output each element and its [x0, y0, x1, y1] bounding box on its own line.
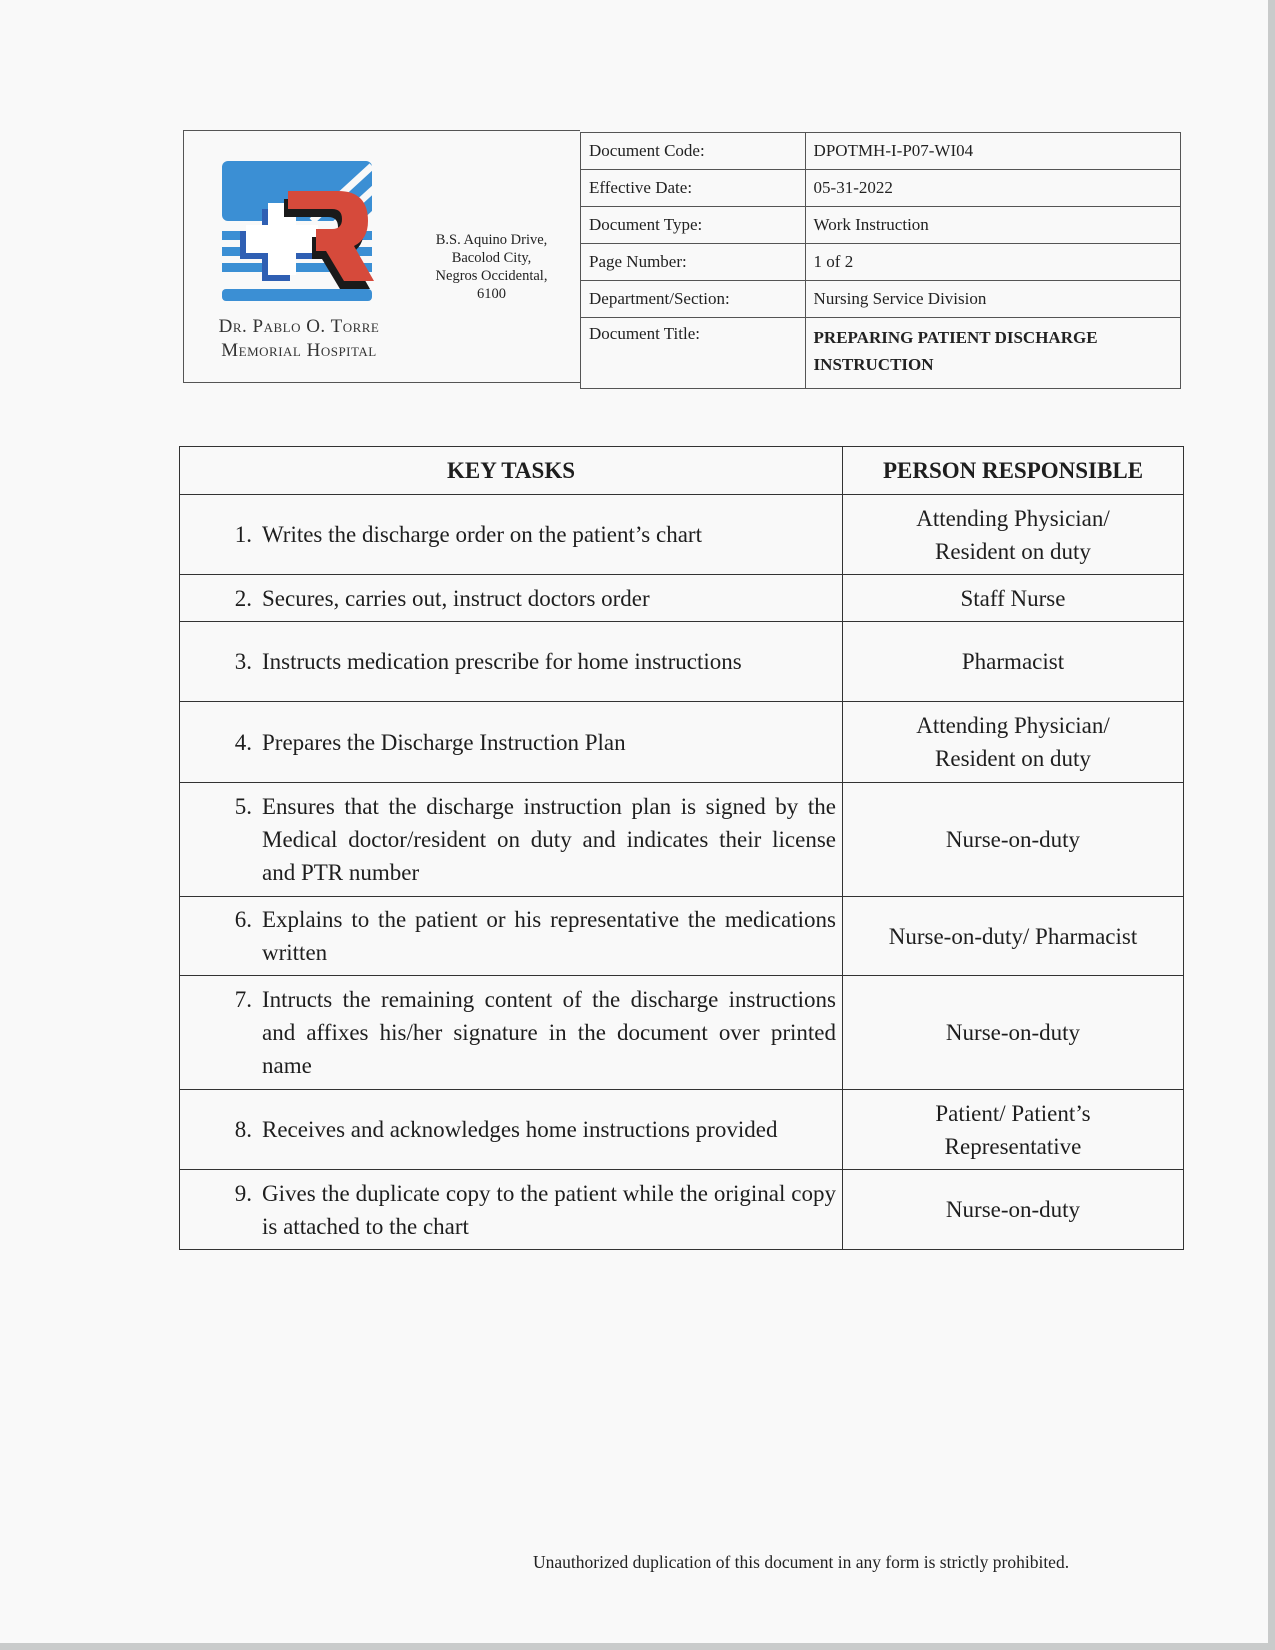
person-line: Nurse-on-duty	[945, 1197, 1081, 1222]
scan-edge-bottom	[0, 1643, 1275, 1650]
task-text: Explains to the patient or his representative the medications written	[262, 907, 836, 965]
department-row	[581, 281, 1181, 318]
page-number-row	[581, 244, 1181, 281]
task-item	[180, 790, 836, 889]
task-item	[180, 582, 836, 615]
task-item	[180, 903, 836, 969]
task-item	[180, 1113, 836, 1146]
document-title: PREPARING PATIENT DISCHARGE INSTRUCTION	[805, 318, 1180, 389]
task-item	[180, 645, 836, 678]
field-value: DPOTMH-I-P07-WI04	[805, 133, 1180, 170]
table-row	[180, 976, 1184, 1090]
person-line: Nurse-on-duty/ Pharmacist	[888, 923, 1138, 949]
hospital-logo-icon	[222, 161, 377, 301]
address-line: B.S. Aquino Drive,	[435, 232, 548, 248]
hospital-address	[409, 231, 574, 303]
footer-notice: Unauthorized duplication of this document in any form is strictly prohibited.	[533, 1552, 1070, 1572]
person-line: Patient/ Patient’s	[935, 1100, 1091, 1126]
field-label: Document Type:	[581, 207, 806, 244]
hospital-name-line1: Dr. Pablo O. Torre	[218, 316, 380, 337]
task-text: Ensures that the discharge instruction plan is signed by the Medical doctor/resident on duty and indicates their license and PTR number	[262, 794, 836, 885]
person-line: Attending Physician/	[916, 505, 1110, 531]
task-number: 8.	[234, 1117, 252, 1142]
scan-edge-right	[1268, 0, 1275, 1650]
document-control-table	[580, 132, 1181, 389]
task-number: 7.	[234, 987, 252, 1012]
task-text: Secures, carries out, instruct doctors order	[262, 585, 650, 611]
person-line: Nurse-on-duty	[945, 1020, 1081, 1045]
address-line: Negros Occidental,	[435, 268, 548, 284]
person-responsible-cell	[843, 575, 1184, 622]
table-row	[180, 1090, 1184, 1170]
person-responsible-header: PERSON RESPONSIBLE	[843, 447, 1184, 495]
task-cell	[180, 495, 843, 575]
task-text: Prepares the Discharge Instruction Plan	[262, 729, 626, 755]
task-cell	[180, 783, 843, 897]
field-label: Document Title:	[581, 318, 806, 389]
person-responsible-cell	[843, 702, 1184, 783]
address-line: 6100	[477, 286, 506, 302]
table-row	[180, 495, 1184, 575]
task-number: 1.	[234, 522, 252, 547]
doc-code-row	[581, 133, 1181, 170]
field-value: Nursing Service Division	[805, 281, 1180, 318]
person-line: Pharmacist	[961, 649, 1065, 674]
task-number: 9.	[234, 1180, 252, 1206]
task-number: 4.	[234, 729, 252, 755]
task-number: 5.	[234, 794, 252, 819]
task-item	[180, 983, 836, 1082]
field-label: Effective Date:	[581, 170, 806, 207]
person-responsible-cell	[843, 622, 1184, 702]
person-responsible-cell	[843, 783, 1184, 897]
task-number: 2.	[234, 585, 252, 611]
person-line: Nurse-on-duty	[945, 827, 1081, 852]
table-header-row	[180, 447, 1184, 495]
address-line: Bacolod City,	[451, 250, 532, 266]
hospital-name-line2: Memorial Hospital	[221, 340, 377, 361]
task-text: Intructs the remaining content of the discharge instructions and affixes his/her signature in the document over printed name	[262, 987, 836, 1078]
task-text: Receives and acknowledges home instructions provided	[262, 1117, 778, 1142]
person-responsible-cell	[843, 897, 1184, 976]
task-item	[180, 726, 836, 759]
task-item	[180, 1177, 836, 1243]
person-line: Resident on duty	[935, 746, 1091, 771]
document-header	[183, 130, 1181, 384]
table-row	[180, 897, 1184, 976]
key-tasks-table	[179, 446, 1184, 1250]
field-label: Department/Section:	[581, 281, 806, 318]
field-value: Work Instruction	[805, 207, 1180, 244]
field-value: 05-31-2022	[805, 170, 1180, 207]
doc-type-row	[581, 207, 1181, 244]
task-text: Writes the discharge order on the patient’s chart	[262, 522, 702, 547]
person-responsible-cell	[843, 1170, 1184, 1250]
doc-title-row	[581, 318, 1181, 389]
task-item	[180, 518, 836, 551]
field-label: Document Code:	[581, 133, 806, 170]
field-value: 1 of 2	[805, 244, 1180, 281]
table-row	[180, 575, 1184, 622]
person-line: Representative	[944, 1133, 1082, 1159]
task-cell	[180, 1090, 843, 1170]
task-cell	[180, 575, 843, 622]
hospital-name	[194, 315, 404, 363]
person-line: Staff Nurse	[960, 585, 1066, 611]
table-row	[180, 1170, 1184, 1250]
table-row	[180, 702, 1184, 783]
task-cell	[180, 622, 843, 702]
person-line: Attending Physician/	[916, 713, 1110, 738]
task-cell	[180, 1170, 843, 1250]
person-responsible-cell	[843, 976, 1184, 1090]
task-text: Gives the duplicate copy to the patient while the original copy is attached to the chart	[262, 1180, 836, 1239]
person-responsible-cell	[843, 1090, 1184, 1170]
task-cell	[180, 702, 843, 783]
task-cell	[180, 897, 843, 976]
person-line: Resident on duty	[935, 538, 1091, 564]
task-number: 6.	[234, 907, 252, 932]
hospital-identity-block	[183, 130, 580, 383]
task-cell	[180, 976, 843, 1090]
table-row	[180, 783, 1184, 897]
task-number: 3.	[234, 649, 252, 674]
task-text: Instructs medication prescribe for home instructions	[262, 649, 742, 674]
person-responsible-cell	[843, 495, 1184, 575]
effective-date-row	[581, 170, 1181, 207]
table-row	[180, 622, 1184, 702]
key-tasks-header: KEY TASKS	[180, 447, 843, 495]
field-label: Page Number:	[581, 244, 806, 281]
